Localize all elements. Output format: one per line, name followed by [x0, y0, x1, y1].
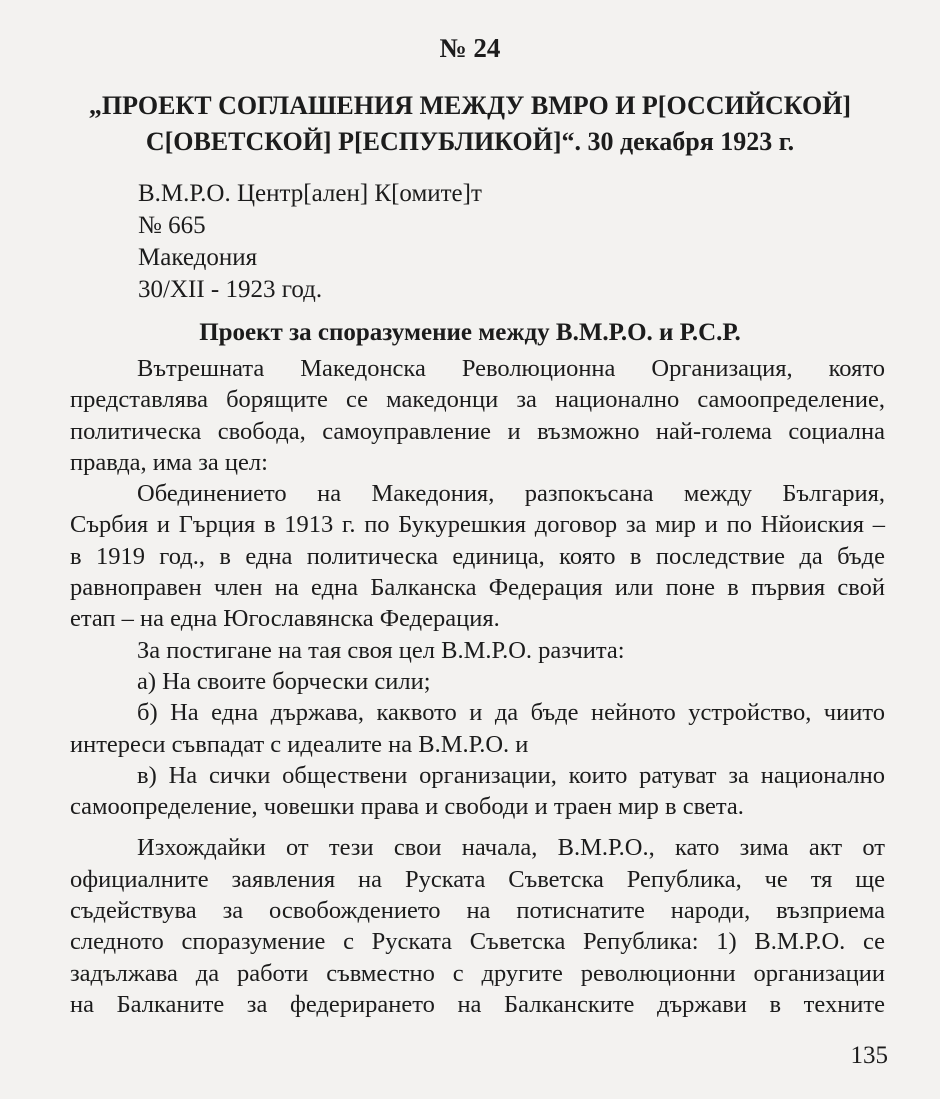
document-body [70, 353, 885, 1020]
paragraph [70, 832, 885, 1020]
text-line: За постигане на тая своя цел В.М.Р.О. разчита: [137, 636, 625, 664]
text-line: Вътрешната Македонска Революционна Организация, която [137, 355, 885, 382]
text-line: Обединението на Македония, разпокъсана между България, [137, 480, 885, 508]
paragraph [70, 353, 885, 478]
text-line: Изхождайки от тези свои начала, В.М.Р.О., като зима акт от [137, 834, 885, 862]
text-line: етап – на една Югославянска Федерация. [70, 605, 500, 633]
text-line: задължава да работи съвместно с другите революционни организации [70, 959, 885, 987]
text-line: официалните заявления на Руската Съветска Република, че тя ще [70, 865, 885, 893]
paragraph [70, 760, 885, 823]
text-line: в 1919 год., в една политическа единица, която в последствие да бъде [70, 542, 885, 570]
document-title [60, 88, 880, 160]
page-number: 135 [850, 1042, 888, 1069]
title-line: „ПРОЕКТ СОГЛАШЕНИЯ МЕЖДУ ВМРО И Р[ОССИЙСКОЙ] [88, 91, 852, 120]
header-line: 30/XII - 1923 год. [138, 276, 323, 303]
text-line: в) На сички обществени организации, които ратуват за национално [137, 761, 885, 789]
text-line: б) На една държава, каквото и да бъде нейното устройство, чиито [137, 699, 885, 727]
header-block [138, 178, 738, 306]
paragraph [70, 697, 885, 760]
text-line: представлява борящите се македонци за национално самоопределение, [70, 386, 885, 414]
header-line: В.М.Р.О. Центр[ален] К[омите]т [138, 180, 482, 207]
text-line: а) На своите борчески сили; [137, 667, 431, 695]
text-line: съдействува за освобождението на потиснатите народи, възприема [70, 897, 885, 925]
header-line: Македония [138, 244, 258, 271]
text-line: следното споразумение с Руската Съветска Република: 1) В.М.Р.О. се [70, 928, 885, 956]
document-number: № 24 [439, 33, 501, 63]
text-line: равноправен член на една Балканска Федерация или поне в първия свой [70, 574, 885, 602]
title-line: С[ОВЕТСКОЙ] Р[ЕСПУБЛИКОЙ]“. 30 декабря 1923 г. [145, 127, 795, 156]
text-line: интереси съвпадат с идеалите на В.М.Р.О. и [70, 730, 529, 758]
text-line: на Балканите за федерирането на Балканските държави в техните [70, 990, 885, 1018]
header-line: № 665 [138, 212, 206, 239]
text-line: политическа свобода, самоуправление и възможно най-голема социална [70, 417, 885, 445]
paragraph [70, 635, 885, 666]
paragraph [70, 478, 885, 634]
text-line: правда, има за цел: [70, 448, 268, 476]
paragraph [70, 666, 885, 697]
paragraph-gap [70, 822, 885, 832]
agreement-subtitle: Проект за споразумение между В.М.Р.О. и Р.С.Р. [199, 319, 741, 346]
text-line: самоопределение, човешки права и свободи и траен мир в света. [70, 793, 744, 821]
text-line: Сърбия и Гърция в 1913 г. по Букурешкия договор за мир и по Нйоиския – [70, 511, 885, 539]
